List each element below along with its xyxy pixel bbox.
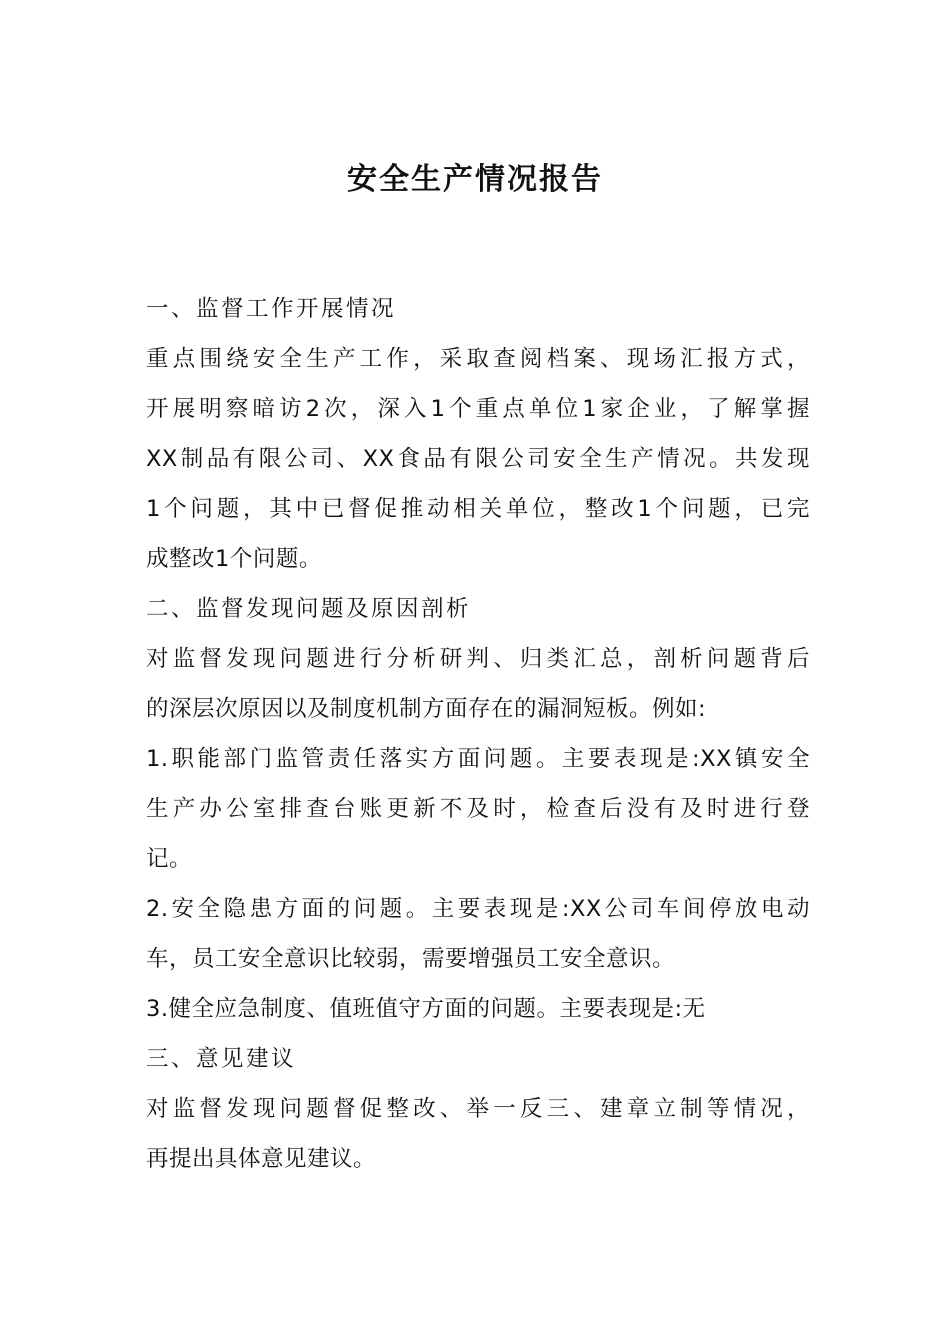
document-body [146, 284, 810, 1184]
paragraph-line: 再提出具体意见建议。 [146, 1146, 377, 1172]
paragraph-line: 对监督发现问题督促整改、举一反三、建章立制等情况， [146, 1096, 810, 1122]
list-item-line: 1.职能部门监管责任落实方面问题。主要表现是:XX镇安全 [146, 746, 810, 772]
paragraph-line: 的深层次原因以及制度机制方面存在的漏洞短板。例如: [146, 696, 707, 722]
list-item-line: 3.健全应急制度、值班值守方面的问题。主要表现是:无 [146, 996, 706, 1022]
section-heading: 二、监督发现问题及原因剖析 [146, 596, 472, 622]
list-item-line: 车，员工安全意识比较弱，需要增强员工安全意识。 [146, 946, 676, 972]
document-title: 安全生产情况报告 [347, 162, 603, 197]
section-heading: 三、意见建议 [146, 1046, 297, 1072]
list-item-line: 生产办公室排查台账更新不及时，检查后没有及时进行登 [146, 796, 810, 822]
paragraph-line: XX制品有限公司、XX食品有限公司安全生产情况。共发现 [146, 446, 810, 472]
paragraph-line: 开展明察暗访2次，深入1个重点单位1家企业，了解掌握 [146, 396, 810, 422]
paragraph-line: 重点围绕安全生产工作，采取查阅档案、现场汇报方式， [146, 346, 810, 372]
paragraph-line: 成整改1个问题。 [146, 546, 322, 572]
list-item-line: 记。 [146, 846, 193, 872]
paragraph-line: 1个问题，其中已督促推动相关单位，整改1个问题，已完 [146, 496, 810, 522]
section-heading: 一、监督工作开展情况 [146, 296, 397, 322]
list-item-line: 2.安全隐患方面的问题。主要表现是:XX公司车间停放电动 [146, 896, 810, 922]
paragraph-line: 对监督发现问题进行分析研判、归类汇总，剖析问题背后 [146, 646, 810, 672]
